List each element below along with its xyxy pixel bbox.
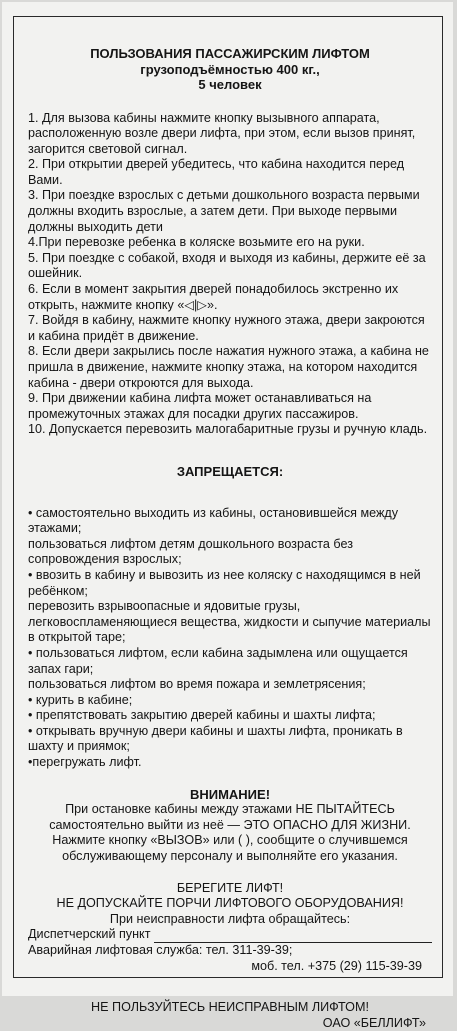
prohibited-item: • пользоваться лифтом, если кабина задымлена или ощущается запах гари; xyxy=(28,645,408,676)
footer-warning: НЕ ПОЛЬЗУЙТЕСЬ НЕИСПРАВНЫМ ЛИФТОМ! xyxy=(91,1000,369,1015)
dispatcher-blank-line xyxy=(154,930,432,943)
prohibited-item: • открывать вручную двери кабины и шахты лифта, проникать в шахту и приямок; xyxy=(28,723,403,754)
notice-content xyxy=(28,46,432,1031)
rule-item: 3. При поездке взрослых с детьми дошкольного возраста первыми должны входить взрослые, а затем дети. При выходе первыми должны выходить дети xyxy=(28,188,420,234)
footer-organization: ОАО «БЕЛЛИФТ» xyxy=(322,1015,426,1030)
prohibited-item: • ввозить в кабину и вывозить из нее коляску с находящимся в ней ребёнком; xyxy=(28,567,421,598)
attention-line: самостоятельно выйти из неё — ЭТО ОПАСНО ДЛЯ ЖИЗНИ. xyxy=(49,817,411,832)
dispatcher-row xyxy=(28,927,432,943)
prohibited-item: • курить в кабине; xyxy=(28,692,133,707)
prohibited-item: пользоваться лифтом детям дошкольного возраста без сопровождения взрослых; xyxy=(28,536,353,567)
prohibited-item: •перегружать лифт. xyxy=(28,755,142,770)
care-line: При неисправности лифта обращайтесь: xyxy=(109,911,351,926)
attention-line: обслуживающему персоналу и выполняйте его указания. xyxy=(62,849,398,864)
prohibited-item: • самостоятельно выходить из кабины, остановившейся между этажами; xyxy=(28,505,399,536)
attention-heading: ВНИМАНИЕ! xyxy=(189,786,271,802)
care-line: БЕРЕГИТЕ ЛИФТ! xyxy=(176,880,284,895)
rule-item: 7. Войдя в кабину, нажмите кнопку нужного этажа, двери закроются и кабина придёт в движение. xyxy=(28,313,425,343)
prohibited-list xyxy=(28,506,432,771)
rule-item: 4.При перевозке ребенка в коляске возьмите его на руки. xyxy=(28,235,365,250)
attention-line: При остановке кабины между этажами НЕ ПЫТАЙТЕСЬ xyxy=(65,802,395,817)
rule-item: 9. При движении кабина лифта может останавливаться на промежуточных этажах для посадки других пассажиров. xyxy=(28,391,372,421)
rule-item: 1. Для вызова кабины нажмите кнопку вызывного аппарата, расположенную возле двери лифта, при этом, если вызов принят, загорится световой сигнал. xyxy=(28,110,416,156)
attention-line: Нажмите кнопку «ВЫЗОВ» или ( ), сообщите о случившемся xyxy=(52,833,408,848)
notice-sheet xyxy=(2,2,453,1030)
rule-item: 10. Допускается перевозить малогабаритные грузы и ручную кладь. xyxy=(28,422,428,437)
mobile-phone: моб. тел. +375 (29) 115-39-39 xyxy=(251,958,422,973)
prohibited-item: • препятствовать закрытию дверей кабины и шахты лифта; xyxy=(28,708,376,723)
rule-item: 6. Если в момент закрытия дверей понадобилось экстренно их открыть, нажмите кнопку «◁|▷». xyxy=(28,282,399,312)
header-persons: 5 человек xyxy=(198,77,262,92)
header-title: ПОЛЬЗОВАНИЯ ПАССАЖИРСКИМ ЛИФТОМ xyxy=(90,46,370,61)
prohibited-item: перевозить взрывоопасные и ядовитые грузы, легковоспламеняющиеся вещества, жидкости и сыпучие материалы в открытой таре; xyxy=(28,599,431,645)
care-block xyxy=(28,881,432,928)
rules-list xyxy=(28,111,432,438)
prohibited-heading: ЗАПРЕЩАЕТСЯ: xyxy=(176,463,284,479)
emergency-service: Аварийная лифтовая служба: тел. 311-39-39; xyxy=(28,943,293,957)
care-line: НЕ ДОПУСКАЙТЕ ПОРЧИ ЛИФТОВОГО ОБОРУДОВАНИЯ! xyxy=(56,896,404,911)
attention-text xyxy=(28,802,432,864)
footer xyxy=(28,1000,432,1031)
rule-item: 2. При открытии дверей убедитесь, что кабина находится перед Вами. xyxy=(28,157,405,187)
dispatcher-label: Диспетчерский пункт xyxy=(28,927,151,942)
prohibited-item: пользоваться лифтом во время пожара и землетрясения; xyxy=(28,677,366,692)
rule-item: 5. При поездке с собакой, входя и выходя из кабины, держите её за ошейник. xyxy=(28,250,426,281)
header-capacity: грузоподъёмностью 400 кг., xyxy=(140,61,320,77)
rule-item: 8. Если двери закрылись после нажатия нужного этажа, а кабина не пришла в движение, нажмите кнопку этажа, на котором находится кабина - двери откроются для выхода. xyxy=(28,344,429,390)
